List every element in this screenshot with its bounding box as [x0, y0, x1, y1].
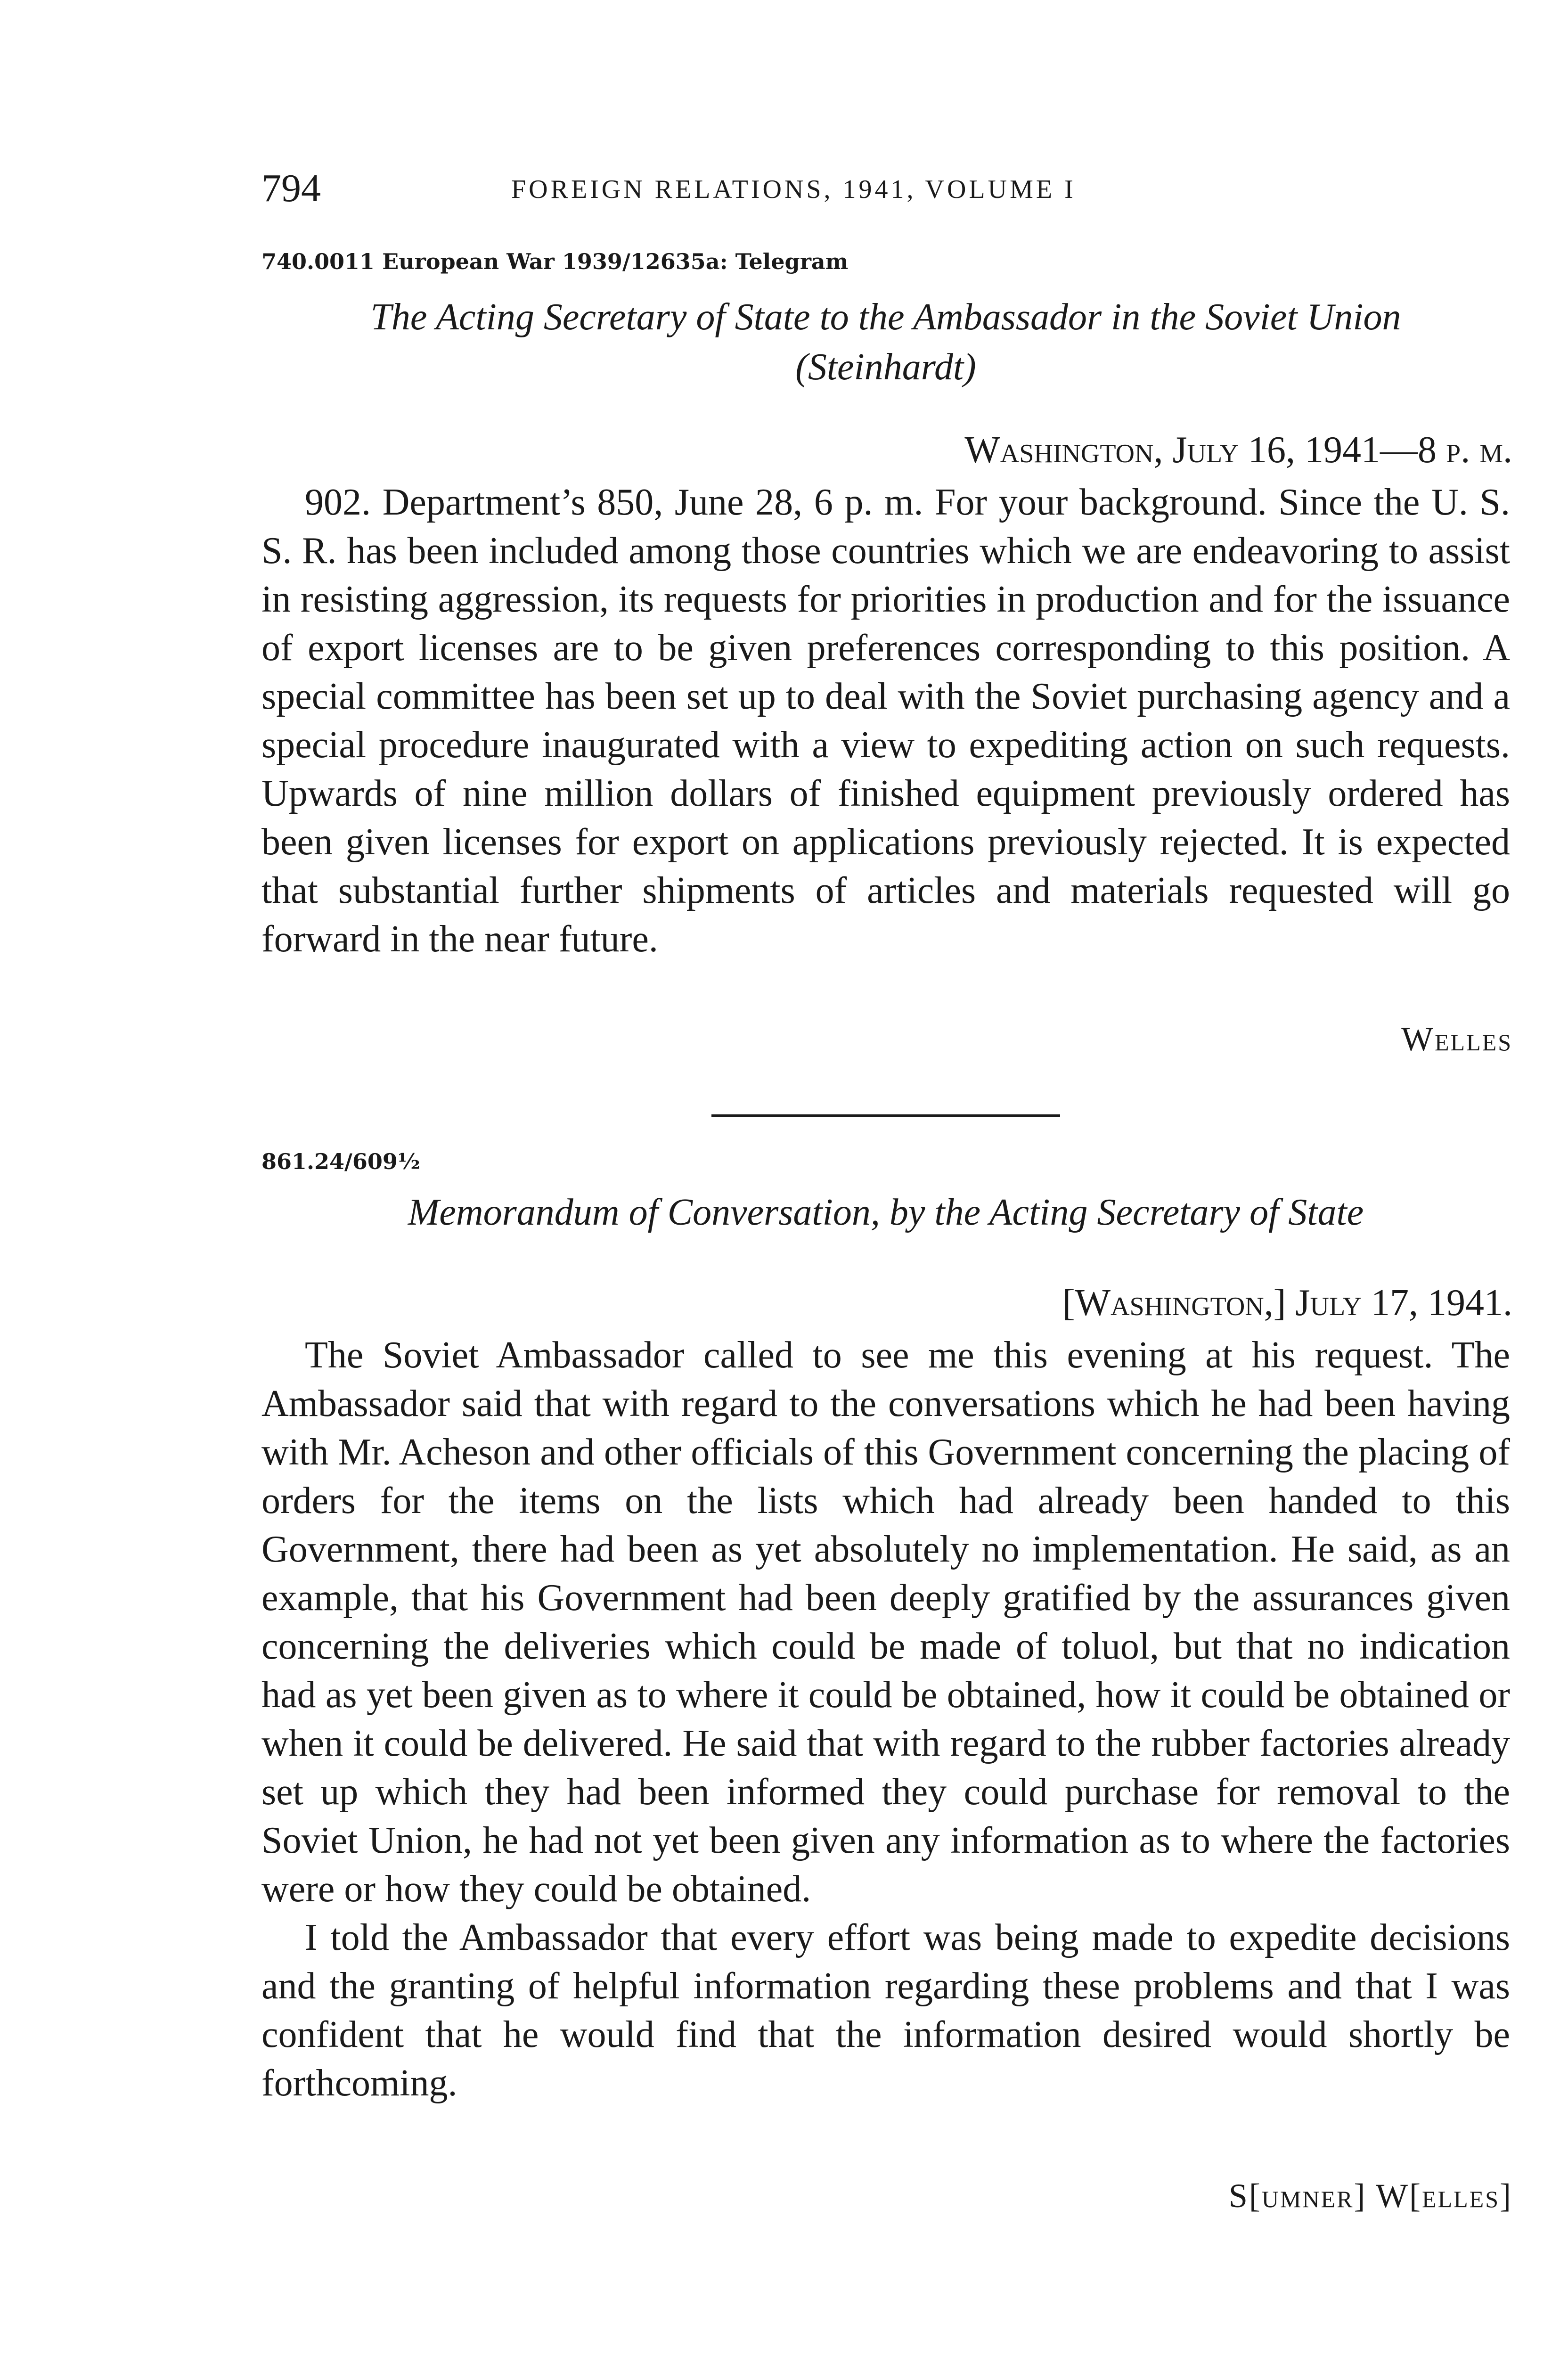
doc1-telegram-text: 902. Department’s 850, June 28, 6 p. m. For your background. Since the U. S. S. R. has been included among those countries which we are endeavoring to assist in resisting aggression, its requests for priorities in production and for the issuance of export licenses are to be given preferences corresponding to this position. A special committee has been set up to deal with the Soviet purchasing agency and a special procedure inaugurated with a view to expediting action on such requests. Upwards of nine million dollars of finished equipment previously ordered has been given licenses for export on applications previously rejected. It is expected that substantial further shipments of articles and materials requested will go forward in the near future. — [261, 482, 1510, 960]
doc1-dateline: Washington, July 16, 1941—8 p. m. — [964, 429, 1512, 471]
doc1-signature: Welles — [1401, 1020, 1512, 1058]
doc2-signature: S[umner] W[elles] — [1228, 2177, 1512, 2215]
page-header — [261, 165, 1510, 217]
doc2-dateline-text: [Washington,] July 17, 1941. — [1062, 1282, 1512, 1324]
doc2-title: Memorandum of Conversation, by the Acting Secretary of State — [408, 1192, 1364, 1233]
section-separator — [711, 1114, 1060, 1117]
doc1-title-line2: (Steinhardt) — [795, 346, 976, 388]
doc2-body — [261, 1331, 1510, 2108]
doc2-paragraph-1: The Soviet Ambassador called to see me this evening at his request. The Ambassador said that with regard to the conversations which he had been having with Mr. Acheson and other officials of this Government concerning the placing of orders for the items on the lists which had already been handed to this Government, there had been as yet absolutely no implementation. He said, as an example, that his Government had been deeply gratified by the assurances given concerning the deliveries which could be made of toluol, but that no indication had as yet been given as to where it could be obtained, how it could be obtained or when it could be delivered. He said that with regard to the rubber factories already set up which they had been informed they could purchase for removal to the Soviet Union, he had not yet been given any information as to where the factories were or how they could be obtained. — [261, 1334, 1510, 1910]
page-number: 794 — [261, 166, 321, 210]
doc1-title-line1: The Acting Secretary of State to the Ambassador in the Soviet Union — [370, 296, 1401, 338]
doc2-file-reference: 861.24/609½ — [261, 1149, 420, 1174]
running-head: FOREIGN RELATIONS, 1941, VOLUME I — [511, 175, 1076, 204]
doc1-file-reference: 740.0011 European War 1939/12635a: Telegram — [261, 249, 849, 274]
doc1-body — [261, 478, 1510, 964]
doc2-paragraph-2: I told the Ambassador that every effort was being made to expedite decisions and the granting of helpful information regarding these problems and that I was confident that he would find that the information desired would shortly be forthcoming. — [261, 1917, 1510, 2104]
doc2-dateline — [1062, 1279, 1512, 1326]
